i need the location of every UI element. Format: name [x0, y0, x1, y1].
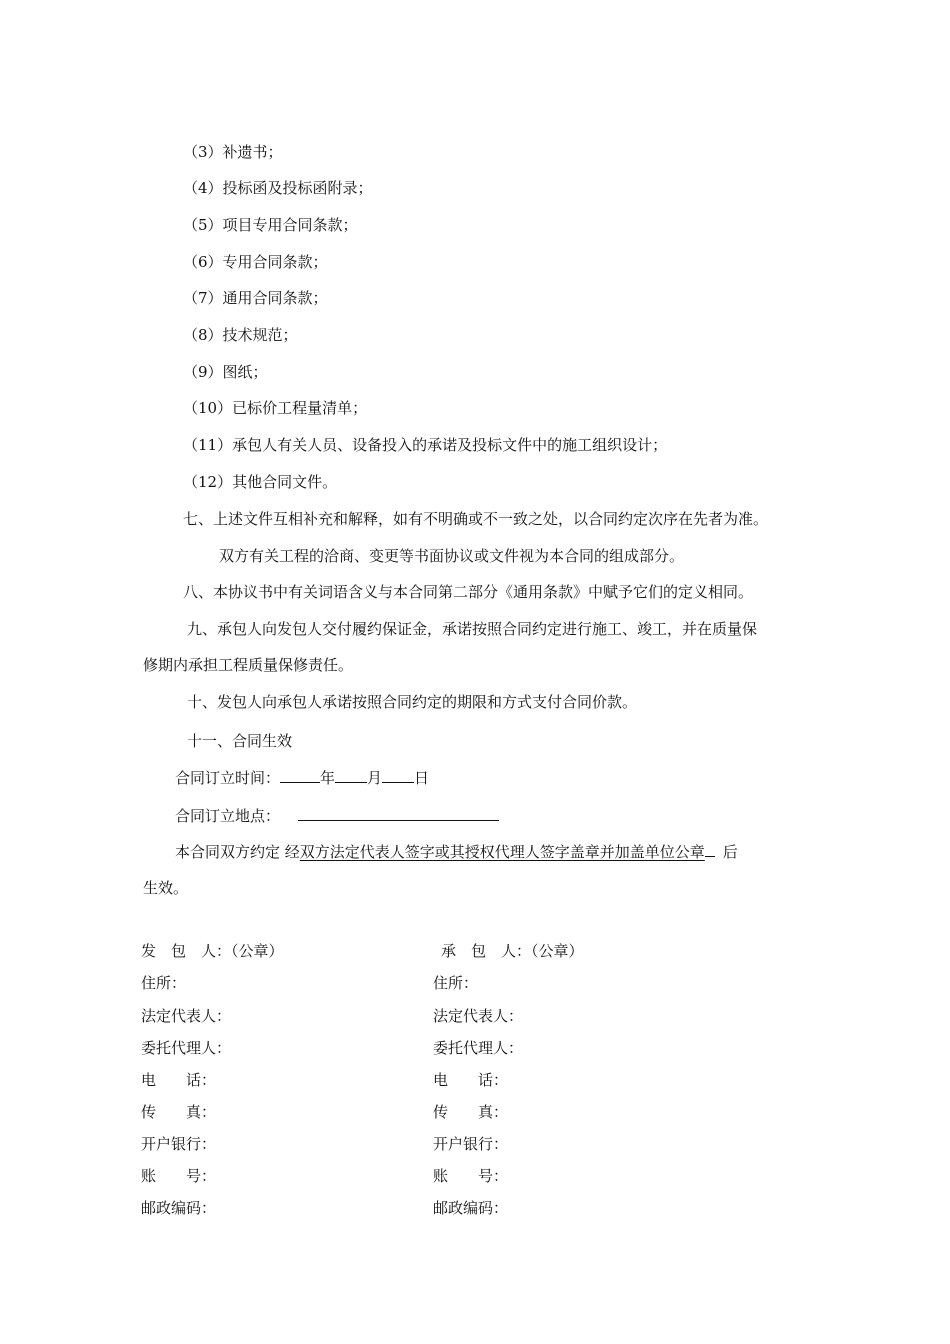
- day-label: 日: [414, 769, 430, 787]
- party-b-bank: 开户银行：: [433, 1135, 509, 1153]
- clause-10: 十、发包人向承包人承诺按照合同约定的期限和方式支付合同价款。: [187, 693, 638, 711]
- list-item-3: （3）补遗书；: [183, 143, 283, 161]
- party-a-fax: 传 真：: [141, 1103, 217, 1121]
- party-b-account: 账 号：: [433, 1167, 509, 1185]
- sign-time-line: [175, 766, 429, 788]
- list-item-6: （6）专用合同条款；: [183, 253, 328, 271]
- party-b-legal-rep: 法定代表人：: [433, 1007, 524, 1025]
- party-a-bank: 开户银行：: [141, 1135, 217, 1153]
- sign-place-label: 合同订立地点：: [175, 807, 281, 825]
- month-label: 月: [367, 769, 383, 787]
- effect-underlined: 双方法定代表人签字或其授权代理人签字盖章并加盖单位公章: [299, 843, 705, 861]
- list-item-8: （8）技术规范；: [183, 326, 298, 344]
- year-blank[interactable]: [280, 766, 320, 783]
- clause-7: 七、上述文件互相补充和解释，如有不明确或不一致之处，以合同约定次序在先者为准。: [183, 510, 769, 528]
- clause-11-heading: 十一、合同生效: [187, 732, 293, 750]
- party-a-account: 账 号：: [141, 1167, 217, 1185]
- list-item-10: （10）已标价工程量清单；: [183, 399, 368, 417]
- party-a-phone: 电 话：: [141, 1071, 217, 1089]
- list-item-7: （7）通用合同条款；: [183, 289, 328, 307]
- party-b-phone: 电 话：: [433, 1071, 509, 1089]
- list-item-11: （11）承包人有关人员、设备投入的承诺及投标文件中的施工组织设计；: [183, 436, 668, 454]
- party-b-agent: 委托代理人：: [433, 1039, 524, 1057]
- party-b-postcode: 邮政编码：: [433, 1199, 509, 1217]
- clause-8: 八、本协议书中有关词语含义与本合同第二部分《通用条款》中赋予它们的定义相同。: [183, 583, 754, 601]
- clause-7-note: 双方有关工程的洽商、变更等书面协议或文件视为本合同的组成部分。: [219, 547, 685, 565]
- year-label: 年: [320, 769, 336, 787]
- clause-9-line1: 九、承包人向发包人交付履约保证金，承诺按照合同约定进行施工、竣工，并在质量保: [187, 620, 758, 638]
- party-b-address: 住所：: [433, 974, 479, 992]
- sign-place-line: [175, 804, 499, 826]
- list-item-9: （9）图纸；: [183, 363, 268, 381]
- effect-line1: [175, 842, 738, 862]
- day-blank[interactable]: [382, 766, 414, 783]
- party-b-fax: 传 真：: [433, 1103, 509, 1121]
- month-blank[interactable]: [335, 766, 367, 783]
- list-item-12: （12）其他合同文件。: [183, 473, 338, 491]
- party-a-legal-rep: 法定代表人：: [141, 1007, 232, 1025]
- party-b-title: 承 包 人：（公章）: [441, 942, 584, 960]
- list-item-5: （5）项目专用合同条款；: [183, 216, 358, 234]
- party-a-agent: 委托代理人：: [141, 1039, 232, 1057]
- party-a-address: 住所：: [141, 974, 187, 992]
- party-a-title: 发 包 人：（公章）: [141, 942, 284, 960]
- sign-place-blank[interactable]: [298, 804, 499, 821]
- party-a-postcode: 邮政编码：: [141, 1199, 217, 1217]
- list-item-4: （4）投标函及投标函附录；: [183, 179, 373, 197]
- effect-suffix: 后: [722, 843, 738, 861]
- effect-line2: 生效。: [143, 879, 189, 897]
- clause-9-line2: 修期内承担工程质量保修责任。: [143, 656, 354, 674]
- effect-prefix: 本合同双方约定 经: [175, 843, 300, 861]
- sign-time-label: 合同订立时间：: [175, 769, 281, 787]
